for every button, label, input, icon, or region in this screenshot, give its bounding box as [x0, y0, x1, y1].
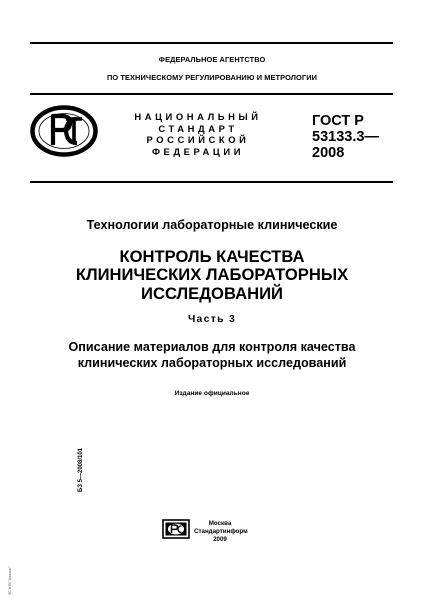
upper-rule [30, 93, 393, 95]
part-title-line: клинических лабораторных исследований [77, 356, 347, 370]
document-title-line: КЛИНИЧЕСКИХ ЛАБОРАТОРНЫХ [75, 265, 349, 285]
side-note-small: ЗС НТК "Аншлаг" [8, 566, 12, 595]
national-standard-block [128, 111, 268, 157]
standard-code-line-1: ГОСТ Р [312, 113, 364, 129]
standard-code [312, 113, 379, 161]
publisher-city: Москва [208, 520, 232, 527]
part-title-line: Описание материалов для контроля качества [68, 340, 356, 354]
part-label: Часть 3 [187, 314, 237, 325]
national-standard-line: РОССИЙСКОЙ [146, 134, 250, 146]
agency-line-1: ФЕДЕРАЛЬНОЕ АГЕНТСТВО [158, 55, 266, 64]
publisher-logo-icon [162, 518, 190, 540]
document-title [0, 248, 424, 303]
publisher-year: 2009 [213, 536, 227, 543]
part-title [0, 339, 424, 371]
top-rule [30, 42, 393, 44]
publisher-name: Стандартинформ [194, 528, 248, 535]
agency-line-2: ПО ТЕХНИЧЕСКОМУ РЕГУЛИРОВАНИЮ И МЕТРОЛОГИИ [106, 73, 318, 82]
document-subtitle: Технологии лабораторные клинические [86, 218, 338, 232]
standard-code-line-2: 53133.3— [312, 129, 379, 145]
publisher-block [194, 520, 246, 544]
national-standard-line: ФЕДЕРАЦИИ [151, 145, 245, 157]
rst-emblem-icon [30, 105, 98, 157]
lower-rule [30, 181, 393, 183]
document-title-line: КОНТРОЛЬ КАЧЕСТВА [119, 247, 305, 266]
national-standard-line: НАЦИОНАЛЬНЫЙ [134, 111, 262, 122]
side-note: БЗ 5—2008/101 [78, 447, 84, 492]
standard-code-line-3: 2008 [312, 145, 345, 161]
national-standard-line: СТАНДАРТ [158, 122, 238, 134]
edition-label: Издание официальное [174, 390, 250, 397]
document-title-line: ИССЛЕДОВАНИЙ [141, 283, 283, 303]
